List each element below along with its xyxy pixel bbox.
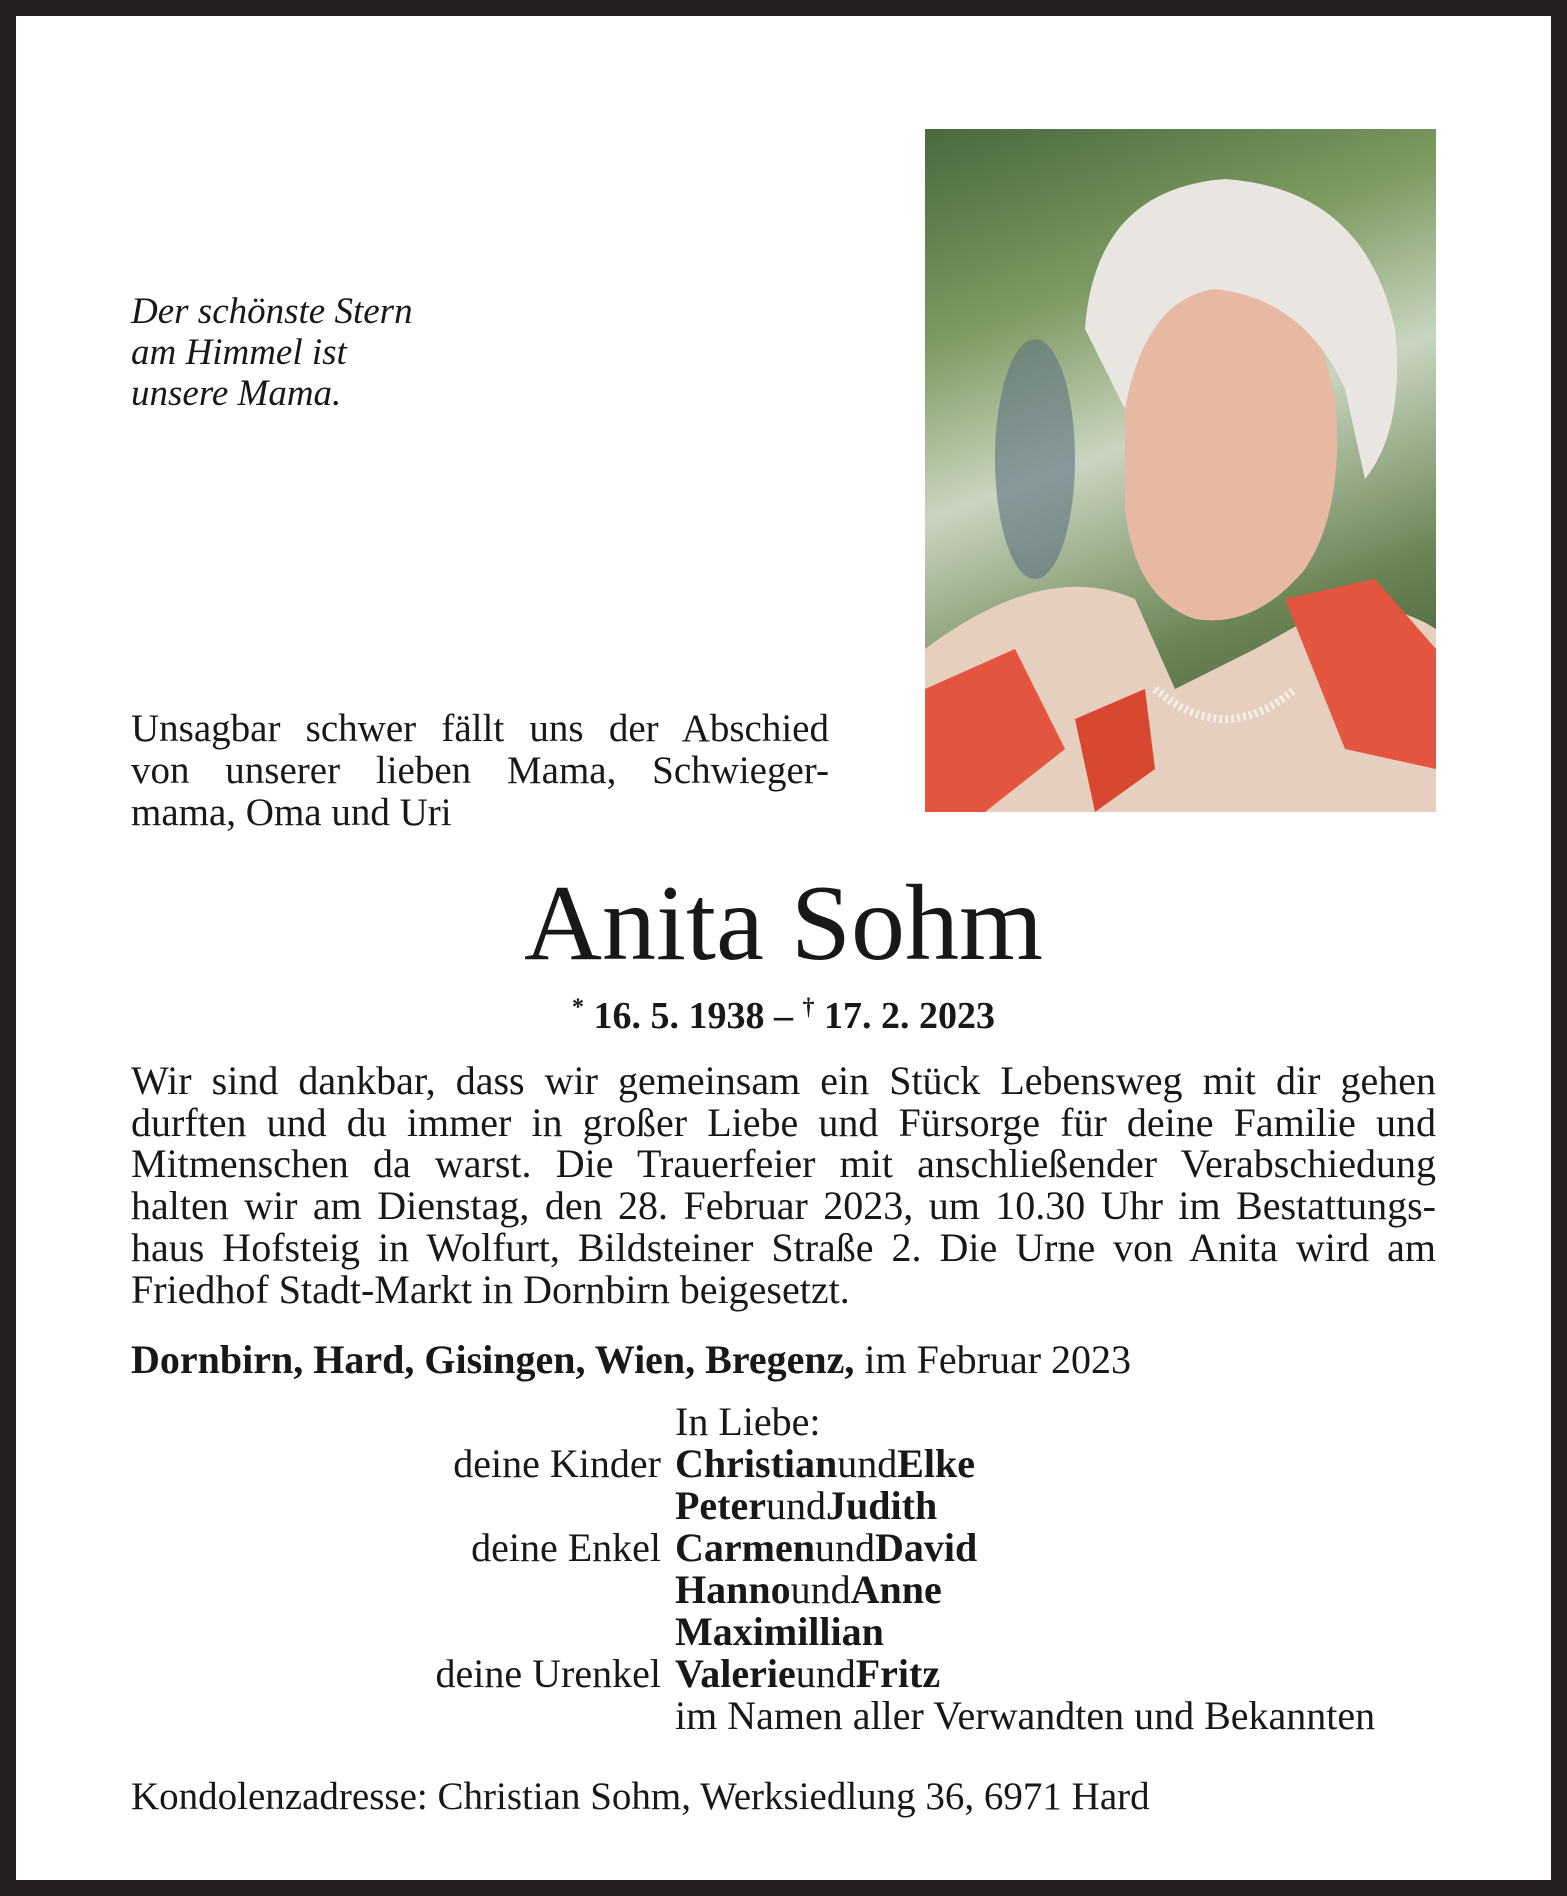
und: und bbox=[795, 1651, 856, 1696]
family-row bbox=[131, 1611, 1436, 1653]
body-text bbox=[131, 1060, 1436, 1310]
family-label bbox=[131, 1485, 675, 1527]
intro-text bbox=[131, 708, 829, 834]
quote-line: am Himmel ist bbox=[131, 332, 347, 373]
birth-date: 16. 5. 1938 bbox=[593, 995, 765, 1037]
family-name: David bbox=[874, 1525, 978, 1570]
place-date: im Februar 2023 bbox=[854, 1337, 1132, 1382]
family-name: Carmen bbox=[675, 1525, 815, 1570]
date-separator: – bbox=[764, 995, 803, 1037]
death-symbol: † bbox=[802, 994, 815, 1021]
quote bbox=[131, 291, 413, 414]
in-liebe: In Liebe: bbox=[675, 1399, 821, 1444]
family-row bbox=[131, 1653, 1436, 1695]
intro-line: von unserer lieben Mama, Schwieger- bbox=[131, 749, 829, 792]
body-line: Wir sind dankbar, dass wir gemeinsam ein Stück Lebensweg mit dir gehen bbox=[131, 1058, 1436, 1103]
und: und bbox=[837, 1441, 898, 1486]
life-dates bbox=[16, 994, 1551, 1038]
body-line: Friedhof Stadt-Markt in Dornbirn beigesetzt. bbox=[131, 1266, 850, 1312]
portrait-photo bbox=[925, 129, 1436, 812]
und: und bbox=[766, 1483, 827, 1528]
body-line: Mitmenschen da warst. Die Trauerfeier mit anschließender Verabschiedung bbox=[131, 1141, 1436, 1187]
family-name: Peter bbox=[675, 1483, 767, 1528]
family-label: deine Urenkel bbox=[435, 1651, 661, 1696]
family-label: deine Enkel bbox=[471, 1525, 661, 1570]
places: Dornbirn, Hard, Gisingen, Wien, Bregenz, bbox=[131, 1337, 855, 1382]
quote-line: Der schönste Stern bbox=[131, 291, 413, 332]
family-row bbox=[131, 1443, 1436, 1485]
family-name: Judith bbox=[826, 1483, 938, 1528]
family-name: Anne bbox=[850, 1567, 942, 1612]
family-closing: im Namen aller Verwandten und Bekannten bbox=[675, 1693, 1376, 1738]
birth-symbol: * bbox=[572, 994, 584, 1021]
quote-line: unsere Mama. bbox=[131, 373, 342, 414]
condolence-address: Kondolenzadresse: Christian Sohm, Werksiedlung 36, 6971 Hard bbox=[131, 1775, 1150, 1818]
intro-line: Unsagbar schwer fällt uns der Abschied bbox=[131, 707, 829, 750]
body-line: durften und du immer in großer Liebe und Fürsorge für deine Familie und bbox=[131, 1099, 1436, 1145]
body-line: halten wir am Dienstag, den 28. Februar 2023, um 10.30 Uhr im Bestattungs- bbox=[131, 1183, 1436, 1229]
family-label bbox=[131, 1569, 675, 1611]
family-name: Valerie bbox=[675, 1651, 796, 1696]
family-row bbox=[131, 1527, 1436, 1569]
family-name: Elke bbox=[897, 1441, 976, 1486]
family-name: Hanno bbox=[675, 1567, 791, 1612]
intro-line: mama, Oma und Uri bbox=[131, 791, 452, 834]
places-line bbox=[131, 1336, 1131, 1383]
family-list bbox=[131, 1401, 1436, 1737]
family-label bbox=[131, 1611, 675, 1653]
und: und bbox=[814, 1525, 875, 1570]
family-name: Fritz bbox=[855, 1651, 941, 1696]
deceased-name: Anita Sohm bbox=[523, 864, 1043, 983]
family-name: Maximillian bbox=[675, 1609, 884, 1654]
family-name: Christian bbox=[675, 1441, 838, 1486]
death-date: 17. 2. 2023 bbox=[824, 995, 995, 1037]
family-label: deine Kinder bbox=[453, 1441, 661, 1486]
family-row bbox=[131, 1569, 1436, 1611]
family-row bbox=[131, 1485, 1436, 1527]
obituary-page bbox=[16, 16, 1551, 1880]
und: und bbox=[790, 1567, 851, 1612]
body-line: haus Hofsteig in Wolfurt, Bildsteiner Straße 2. Die Urne von Anita wird am bbox=[131, 1224, 1436, 1270]
